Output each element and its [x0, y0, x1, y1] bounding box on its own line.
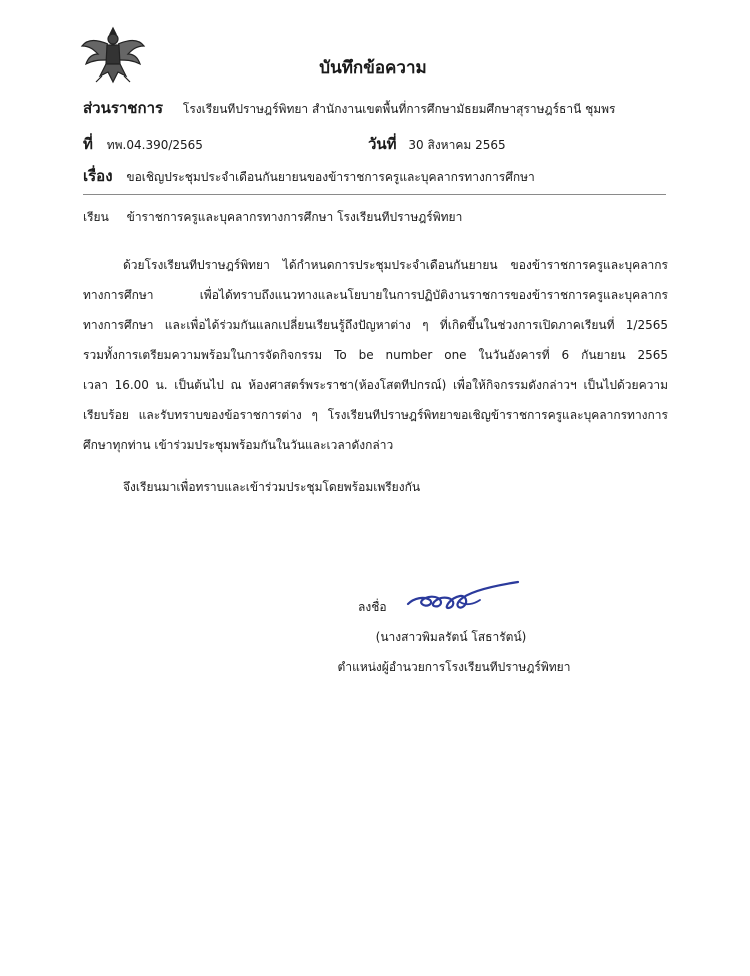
body-line: รวมทั้งการเตรียมความพร้อมในการจัดกิจกรรม To be number one ในวันอังคารที่ 6 กันยายน 2565: [83, 348, 668, 362]
body-line: ศึกษาทุกท่าน เข้าร่วมประชุมพร้อมกันในวันและเวลาดังกล่าว: [83, 438, 394, 452]
subject-label: เรื่อง: [83, 167, 113, 185]
date-row: [368, 132, 506, 156]
header-divider: [83, 194, 666, 195]
reference-label: ที่: [83, 135, 93, 153]
subject-row: [83, 164, 535, 188]
reference-value: ทพ.04.390/2565: [106, 138, 203, 152]
body-line: ทางการศึกษา และเพื่อได้ร่วมกันแลกเปลี่ยนเรียนรู้ถึงปัญหาต่าง ๆ ที่เกิดขึ้นในช่วงการเปิดภาคเรียนที่ 1/2565: [83, 318, 668, 332]
reference-row: [83, 132, 203, 156]
agency-label: ส่วนราชการ: [83, 99, 164, 117]
date-value: 30 สิงหาคม 2565: [408, 138, 506, 152]
agency-row: [83, 96, 616, 120]
signer-position: ตำแหน่งผู้อำนวยการโรงเรียนทีปราษฎร์พิทยา: [337, 660, 571, 674]
body-line: ด้วยโรงเรียนทีปราษฎร์พิทยา ได้กำหนดการประชุมประจำเดือนกันยายน ของข้าราชการครูและบุคลากร: [123, 258, 668, 272]
signer-name: (นางสาวพิมลรัตน์ โสธารัตน์): [375, 630, 527, 644]
date-label: วันที่: [368, 135, 397, 153]
handwritten-signature: [404, 580, 526, 616]
closing-line: จึงเรียนมาเพื่อทราบและเข้าร่วมประชุมโดยพร้อมเพรียงกัน: [123, 480, 421, 494]
salutation: [83, 208, 462, 227]
salutation-label: เรียน: [83, 210, 109, 224]
memo-title: บันทึกข้อความ: [319, 58, 427, 78]
body-line: เวลา 16.00 น. เป็นต้นไป ณ ห้องศาสตร์พระราชา(ห้องโสตทีปกรณ์) เพื่อให้กิจกรรมดังกล่าวฯ เป็นไปด้วยความ: [83, 378, 668, 392]
sign-label: ลงชื่อ: [358, 600, 387, 614]
salutation-value: ข้าราชการครูและบุคลากรทางการศึกษา โรงเรียนทีปราษฎร์พิทยา: [126, 210, 463, 224]
body-line: ทางการศึกษา เพื่อได้ทราบถึงแนวทางและนโยบายในการปฏิบัติงานราชการของข้าราชการครูและบุคลากร: [83, 288, 668, 302]
body-line: เรียบร้อย และรับทราบของข้อราชการต่าง ๆ โรงเรียนทีปราษฎร์พิทยาขอเชิญข้าราชการครูและบุคลากรทางการ: [83, 408, 668, 422]
agency-value: โรงเรียนทีปราษฎร์พิทยา สำนักงานเขตพื้นที่การศึกษามัธยมศึกษาสุราษฎร์ธานี ชุมพร: [182, 102, 616, 116]
memo-body: [83, 250, 668, 460]
subject-value: ขอเชิญประชุมประจำเดือนกันยายนของข้าราชการครูและบุคลากรทางการศึกษา: [126, 170, 535, 184]
